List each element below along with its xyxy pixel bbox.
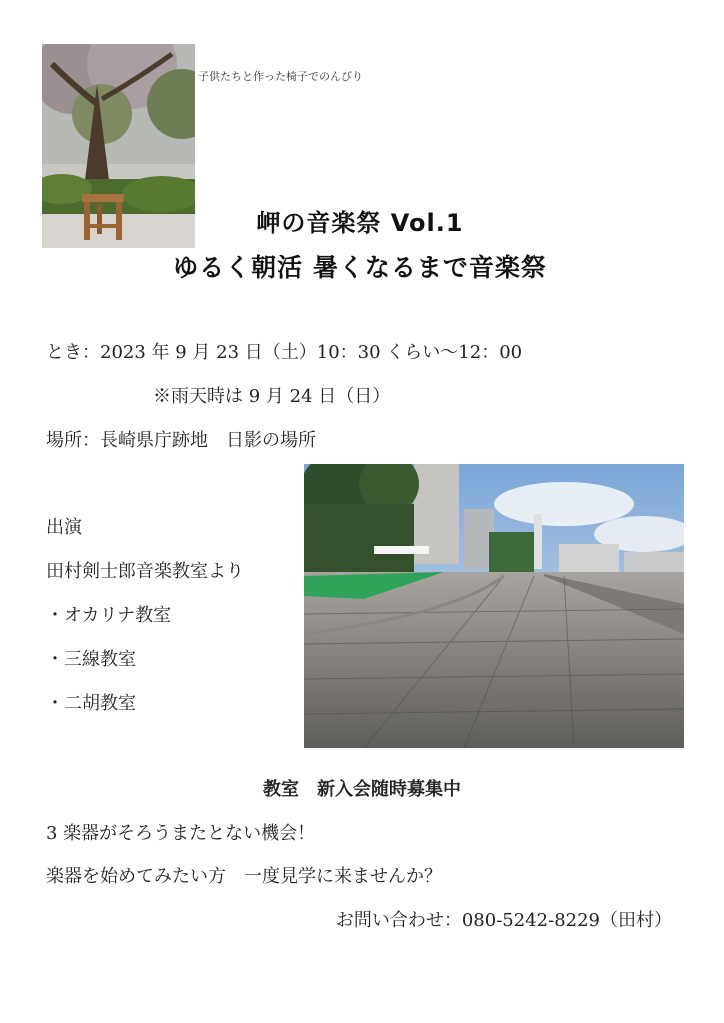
event-subtitle: ゆるく朝活 暑くなるまで音楽祭 [173,253,547,282]
contact-info: お問い合わせ：080-5242-8229（田村） [335,910,672,931]
venue-plaza-photo [304,464,684,748]
recruitment-heading: 教室 新入会随時募集中 [263,779,461,800]
performers-heading: 出演 [46,517,82,538]
performer-item-erhu: ・二胡教室 [46,693,136,714]
event-title: 岬の音楽祭 Vol.1 [256,209,464,237]
chair-photo-caption: 子供たちと作った椅子でのんびり [198,70,363,83]
performer-item-sanshin: ・三線教室 [46,649,136,670]
recruitment-message-1: 3 楽器がそろうまたとない機会！ [46,823,316,844]
recruitment-message-2: 楽器を始めてみたい方 一度見学に来ませんか？ [46,866,442,887]
performer-item-ocarina: ・オカリナ教室 [46,605,172,626]
performers-source: 田村剣士郎音楽教室より [46,561,244,582]
plaza-photo-illustration [304,464,684,748]
event-date-time: とき：2023 年 9 月 23 日（土）10：30 くらい〜12：00 [46,342,523,363]
event-location: 場所：長崎県庁跡地 日影の場所 [46,430,316,451]
rain-date-note: ※雨天時は 9 月 24 日（日） [153,386,391,407]
